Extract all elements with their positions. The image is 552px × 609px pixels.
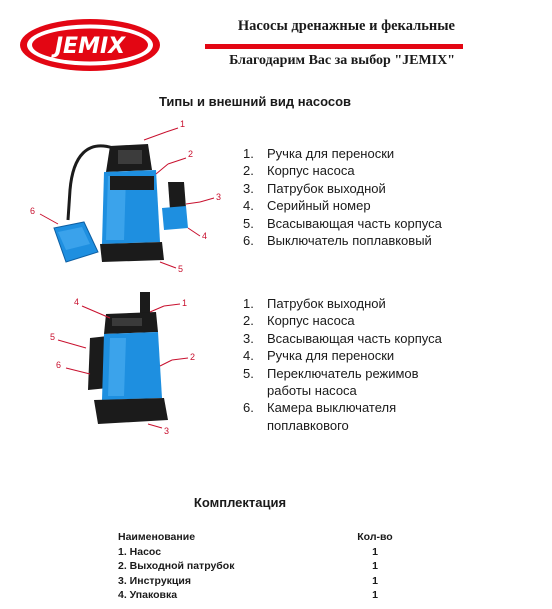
table-header-row xyxy=(118,530,408,545)
list-item: 3. Патрубок выходной xyxy=(243,180,386,196)
list-item: 6. Камера выключателя поплавкового xyxy=(243,400,397,433)
package-table xyxy=(118,530,408,603)
drainage-pump-compact-image xyxy=(40,288,210,438)
column-header-name: Наименование xyxy=(118,531,196,544)
list-item: 1. Патрубок выходной xyxy=(243,296,386,311)
list-item: 2. Корпус насоса xyxy=(243,313,355,329)
column-header-qty: Кол-во xyxy=(357,531,393,544)
table-row: 3. Инструкция 1 xyxy=(118,574,378,587)
callout-3: 3 xyxy=(164,426,170,436)
list-item: 4. Серийный номер xyxy=(243,198,371,214)
logo-text: JEMIX xyxy=(54,34,126,59)
section-title-types: Типы и внешний вид насосов xyxy=(158,94,352,109)
pump-parts-list-2 xyxy=(243,295,457,434)
callout-6: 6 xyxy=(56,360,62,370)
jemix-logo xyxy=(18,16,168,74)
callout-5: 5 xyxy=(178,264,184,274)
document-title: Насосы дренажные и фекальные xyxy=(237,18,455,34)
pump-parts-list-1 xyxy=(243,145,457,249)
list-item: 1. Ручка для переноски xyxy=(243,146,395,161)
callout-6: 6 xyxy=(30,206,36,216)
callout-3: 3 xyxy=(216,192,222,202)
list-item: 5. Всасывающая часть корпуса xyxy=(243,215,442,231)
drainage-pump-float-image xyxy=(18,110,233,280)
header-divider xyxy=(205,44,463,49)
callout-2: 2 xyxy=(188,149,194,159)
callout-5: 5 xyxy=(50,332,56,342)
list-item: 3. Всасывающая часть корпуса xyxy=(243,330,442,346)
callout-1: 1 xyxy=(182,298,188,308)
callout-2: 2 xyxy=(190,352,196,362)
callout-1: 1 xyxy=(180,119,186,129)
callout-4: 4 xyxy=(202,231,208,241)
list-item: 4. Ручка для переноски xyxy=(243,348,395,364)
table-row: 2. Выходной патрубок 1 xyxy=(118,560,378,573)
list-item: 6. Выключатель поплавковый xyxy=(243,233,432,249)
list-item: 2. Корпус насоса xyxy=(243,163,355,179)
list-item: 5. Переключатель режимов работы насоса xyxy=(243,365,419,399)
table-row: 1. Насос 1 xyxy=(118,545,378,558)
table-row: 4. Упаковка 1 xyxy=(118,589,378,602)
section-title-package: Комплектация xyxy=(193,495,287,510)
document-subtitle: Благодарим Вас за выбор "JEMIX" xyxy=(229,53,455,68)
callout-4: 4 xyxy=(74,297,80,307)
